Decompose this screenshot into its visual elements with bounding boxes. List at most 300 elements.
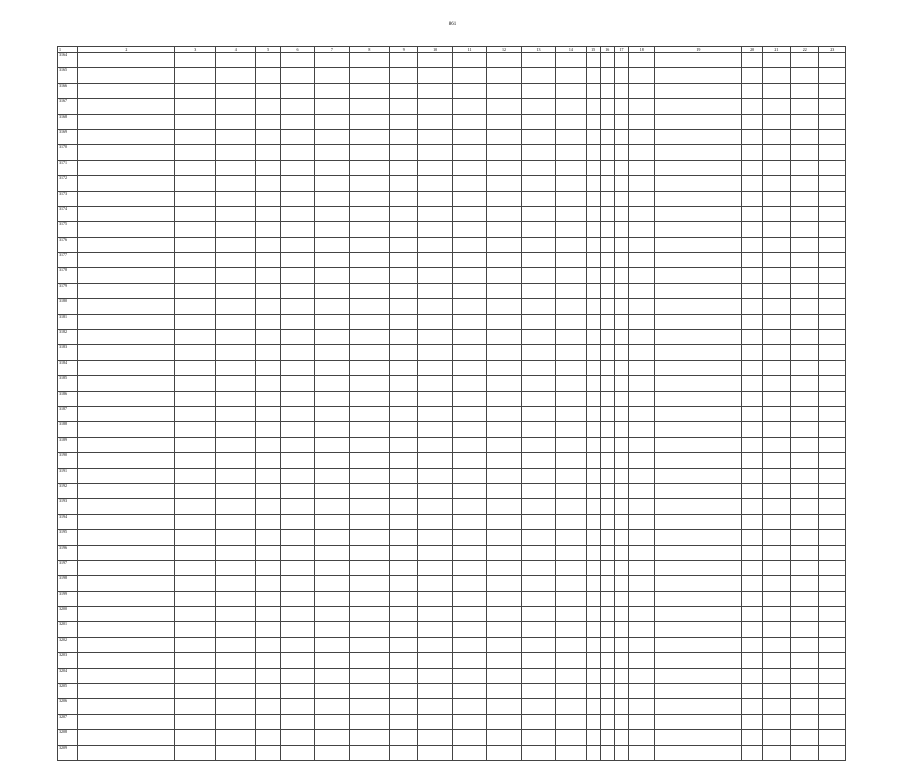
table-cell	[762, 437, 790, 452]
table-cell	[742, 684, 762, 699]
table-cell	[78, 653, 175, 668]
table-cell	[762, 514, 790, 529]
table-cell	[452, 714, 486, 729]
table-cell	[791, 268, 819, 283]
table-cell	[521, 345, 555, 360]
row-number: 3181	[58, 314, 78, 329]
row-number: 3191	[58, 468, 78, 483]
table-row	[58, 591, 846, 606]
table-cell	[418, 222, 452, 237]
table-cell	[600, 99, 614, 114]
table-cell	[600, 714, 614, 729]
table-cell	[390, 114, 418, 129]
table-cell	[452, 684, 486, 699]
table-cell	[280, 607, 314, 622]
table-cell	[819, 360, 846, 375]
table-cell	[556, 206, 586, 221]
table-cell	[629, 684, 655, 699]
table-cell	[762, 684, 790, 699]
table-cell	[315, 684, 349, 699]
table-cell	[315, 160, 349, 175]
table-cell	[556, 560, 586, 575]
table-cell	[655, 560, 742, 575]
table-cell	[586, 283, 600, 298]
table-cell	[418, 376, 452, 391]
table-cell	[629, 406, 655, 421]
table-cell	[215, 314, 256, 329]
table-cell	[614, 191, 628, 206]
table-cell	[78, 129, 175, 144]
table-cell	[256, 545, 280, 560]
table-cell	[315, 314, 349, 329]
table-cell	[256, 299, 280, 314]
table-cell	[556, 376, 586, 391]
table-row	[58, 129, 846, 144]
table-cell	[586, 730, 600, 745]
table-cell	[655, 330, 742, 345]
table-cell	[791, 514, 819, 529]
table-cell	[452, 499, 486, 514]
table-cell	[742, 145, 762, 160]
table-cell	[215, 607, 256, 622]
table-cell	[452, 345, 486, 360]
table-cell	[175, 530, 216, 545]
table-cell	[655, 576, 742, 591]
row-number: 3194	[58, 514, 78, 529]
table-cell	[418, 607, 452, 622]
table-cell	[315, 653, 349, 668]
table-cell	[521, 653, 555, 668]
table-cell	[586, 253, 600, 268]
table-cell	[762, 222, 790, 237]
table-cell	[586, 191, 600, 206]
table-row	[58, 560, 846, 575]
table-cell	[349, 468, 390, 483]
table-cell	[487, 699, 521, 714]
table-cell	[78, 283, 175, 298]
table-cell	[600, 653, 614, 668]
table-cell	[175, 222, 216, 237]
table-cell	[614, 376, 628, 391]
column-number: 16	[600, 47, 614, 53]
table-cell	[390, 653, 418, 668]
table-cell	[819, 160, 846, 175]
table-cell	[791, 668, 819, 683]
table-cell	[819, 376, 846, 391]
table-cell	[78, 622, 175, 637]
table-cell	[349, 422, 390, 437]
table-cell	[215, 145, 256, 160]
table-row	[58, 530, 846, 545]
table-row	[58, 514, 846, 529]
table-row	[58, 653, 846, 668]
table-cell	[586, 83, 600, 98]
table-cell	[418, 684, 452, 699]
table-cell	[556, 545, 586, 560]
table-cell	[600, 622, 614, 637]
table-cell	[762, 699, 790, 714]
table-cell	[175, 653, 216, 668]
table-cell	[349, 668, 390, 683]
table-cell	[819, 745, 846, 760]
table-cell	[819, 145, 846, 160]
table-cell	[280, 653, 314, 668]
table-cell	[280, 160, 314, 175]
table-cell	[256, 668, 280, 683]
row-number: 3203	[58, 653, 78, 668]
table-cell	[390, 468, 418, 483]
table-cell	[487, 437, 521, 452]
table-cell	[791, 129, 819, 144]
table-cell	[256, 68, 280, 83]
table-cell	[390, 360, 418, 375]
table-cell	[556, 314, 586, 329]
table-cell	[280, 268, 314, 283]
table-cell	[819, 391, 846, 406]
table-cell	[175, 314, 216, 329]
table-cell	[280, 129, 314, 144]
table-cell	[791, 530, 819, 545]
table-row	[58, 545, 846, 560]
table-cell	[521, 730, 555, 745]
table-cell	[791, 607, 819, 622]
table-cell	[762, 237, 790, 252]
table-row	[58, 622, 846, 637]
table-cell	[78, 607, 175, 622]
table-cell	[349, 453, 390, 468]
table-cell	[280, 391, 314, 406]
table-cell	[762, 468, 790, 483]
table-cell	[78, 437, 175, 452]
table-cell	[629, 253, 655, 268]
table-row	[58, 499, 846, 514]
table-cell	[762, 160, 790, 175]
table-cell	[78, 53, 175, 68]
table-cell	[280, 514, 314, 529]
table-cell	[791, 314, 819, 329]
table-cell	[614, 345, 628, 360]
table-cell	[600, 730, 614, 745]
table-cell	[819, 499, 846, 514]
table-cell	[521, 83, 555, 98]
table-cell	[175, 391, 216, 406]
table-cell	[762, 714, 790, 729]
table-cell	[418, 745, 452, 760]
table-cell	[556, 684, 586, 699]
table-row	[58, 314, 846, 329]
table-cell	[349, 714, 390, 729]
table-cell	[655, 406, 742, 421]
table-cell	[280, 668, 314, 683]
table-cell	[452, 453, 486, 468]
table-row	[58, 391, 846, 406]
table-cell	[791, 114, 819, 129]
table-cell	[418, 314, 452, 329]
table-cell	[315, 222, 349, 237]
table-cell	[175, 622, 216, 637]
row-number: 3180	[58, 299, 78, 314]
table-row	[58, 406, 846, 421]
table-cell	[418, 129, 452, 144]
table-cell	[762, 283, 790, 298]
table-cell	[315, 560, 349, 575]
row-number: 3193	[58, 499, 78, 514]
table-cell	[175, 468, 216, 483]
table-cell	[791, 499, 819, 514]
table-cell	[556, 453, 586, 468]
table-cell	[600, 545, 614, 560]
table-cell	[256, 391, 280, 406]
table-cell	[349, 222, 390, 237]
table-cell	[215, 330, 256, 345]
table-cell	[586, 160, 600, 175]
table-cell	[586, 622, 600, 637]
table-cell	[586, 145, 600, 160]
table-cell	[487, 299, 521, 314]
table-cell	[487, 376, 521, 391]
table-cell	[614, 514, 628, 529]
table-cell	[819, 268, 846, 283]
table-cell	[556, 730, 586, 745]
table-cell	[819, 114, 846, 129]
table-cell	[349, 114, 390, 129]
table-cell	[556, 237, 586, 252]
table-cell	[452, 206, 486, 221]
table-cell	[315, 622, 349, 637]
table-cell	[819, 345, 846, 360]
table-row	[58, 53, 846, 68]
table-cell	[655, 206, 742, 221]
table-cell	[521, 99, 555, 114]
table-cell	[280, 468, 314, 483]
table-cell	[418, 206, 452, 221]
table-cell	[349, 145, 390, 160]
table-cell	[315, 453, 349, 468]
table-cell	[819, 437, 846, 452]
table-cell	[315, 607, 349, 622]
column-number: 22	[791, 47, 819, 53]
table-cell	[280, 406, 314, 421]
table-cell	[600, 514, 614, 529]
table-row	[58, 160, 846, 175]
table-cell	[819, 314, 846, 329]
table-cell	[629, 53, 655, 68]
table-cell	[215, 222, 256, 237]
table-cell	[78, 406, 175, 421]
table-cell	[418, 406, 452, 421]
row-number: 3189	[58, 437, 78, 452]
table-cell	[819, 607, 846, 622]
table-cell	[742, 560, 762, 575]
table-cell	[742, 653, 762, 668]
table-cell	[390, 283, 418, 298]
table-cell	[556, 145, 586, 160]
table-cell	[819, 576, 846, 591]
table-cell	[586, 453, 600, 468]
table-cell	[215, 160, 256, 175]
table-cell	[614, 114, 628, 129]
table-cell	[791, 53, 819, 68]
table-cell	[629, 268, 655, 283]
table-cell	[742, 237, 762, 252]
table-cell	[487, 176, 521, 191]
table-cell	[215, 376, 256, 391]
table-cell	[629, 468, 655, 483]
table-cell	[175, 299, 216, 314]
table-cell	[556, 330, 586, 345]
table-cell	[742, 730, 762, 745]
table-cell	[215, 253, 256, 268]
table-cell	[819, 53, 846, 68]
table-cell	[791, 437, 819, 452]
table-cell	[556, 668, 586, 683]
table-cell	[256, 129, 280, 144]
table-cell	[556, 360, 586, 375]
table-cell	[78, 222, 175, 237]
table-cell	[586, 237, 600, 252]
table-cell	[349, 653, 390, 668]
table-cell	[614, 653, 628, 668]
row-number: 3187	[58, 406, 78, 421]
table-cell	[762, 422, 790, 437]
table-cell	[175, 699, 216, 714]
table-cell	[315, 699, 349, 714]
table-cell	[78, 68, 175, 83]
table-cell	[791, 591, 819, 606]
table-cell	[390, 745, 418, 760]
table-cell	[819, 714, 846, 729]
table-cell	[742, 68, 762, 83]
table-cell	[556, 745, 586, 760]
table-cell	[215, 360, 256, 375]
table-cell	[280, 360, 314, 375]
table-cell	[556, 114, 586, 129]
table-cell	[390, 53, 418, 68]
table-cell	[315, 206, 349, 221]
table-cell	[742, 745, 762, 760]
table-cell	[280, 499, 314, 514]
table-row	[58, 468, 846, 483]
table-cell	[586, 607, 600, 622]
table-cell	[586, 576, 600, 591]
table-cell	[600, 314, 614, 329]
table-cell	[452, 191, 486, 206]
table-cell	[280, 222, 314, 237]
table-cell	[819, 237, 846, 252]
table-cell	[418, 453, 452, 468]
table-cell	[78, 453, 175, 468]
table-cell	[487, 483, 521, 498]
table-cell	[521, 714, 555, 729]
table-cell	[600, 406, 614, 421]
table-cell	[586, 530, 600, 545]
table-cell	[600, 160, 614, 175]
table-cell	[418, 530, 452, 545]
table-cell	[742, 176, 762, 191]
table-cell	[742, 714, 762, 729]
table-cell	[418, 360, 452, 375]
table-cell	[629, 499, 655, 514]
table-cell	[452, 560, 486, 575]
table-cell	[791, 83, 819, 98]
table-cell	[418, 391, 452, 406]
table-cell	[556, 714, 586, 729]
table-cell	[629, 560, 655, 575]
table-cell	[175, 545, 216, 560]
table-cell	[487, 53, 521, 68]
table-cell	[315, 376, 349, 391]
table-cell	[742, 437, 762, 452]
table-cell	[521, 391, 555, 406]
table-cell	[556, 483, 586, 498]
table-cell	[315, 283, 349, 298]
table-cell	[819, 206, 846, 221]
table-cell	[390, 99, 418, 114]
row-number: 3192	[58, 483, 78, 498]
table-row	[58, 99, 846, 114]
table-cell	[175, 730, 216, 745]
table-cell	[390, 145, 418, 160]
row-number: 3197	[58, 560, 78, 575]
table-cell	[78, 514, 175, 529]
table-cell	[556, 176, 586, 191]
table-cell	[600, 129, 614, 144]
table-cell	[742, 576, 762, 591]
table-cell	[418, 268, 452, 283]
table-cell	[586, 376, 600, 391]
table-cell	[487, 314, 521, 329]
table-cell	[586, 360, 600, 375]
column-number: 2	[78, 47, 175, 53]
table-cell	[256, 360, 280, 375]
table-cell	[791, 145, 819, 160]
table-cell	[349, 622, 390, 637]
table-cell	[78, 99, 175, 114]
table-cell	[629, 283, 655, 298]
table-cell	[175, 330, 216, 345]
table-cell	[315, 730, 349, 745]
table-cell	[655, 176, 742, 191]
table-cell	[418, 253, 452, 268]
table-cell	[349, 330, 390, 345]
table-cell	[280, 345, 314, 360]
table-cell	[78, 530, 175, 545]
table-cell	[256, 622, 280, 637]
table-cell	[586, 437, 600, 452]
table-cell	[280, 330, 314, 345]
table-cell	[556, 699, 586, 714]
table-cell	[791, 545, 819, 560]
table-cell	[78, 545, 175, 560]
table-cell	[742, 591, 762, 606]
table-cell	[390, 422, 418, 437]
table-cell	[629, 607, 655, 622]
table-cell	[742, 530, 762, 545]
table-cell	[762, 345, 790, 360]
table-cell	[600, 237, 614, 252]
column-number: 3	[175, 47, 216, 53]
table-cell	[521, 622, 555, 637]
table-cell	[614, 422, 628, 437]
table-cell	[791, 206, 819, 221]
table-cell	[349, 253, 390, 268]
table-cell	[762, 576, 790, 591]
row-number: 3186	[58, 391, 78, 406]
table-cell	[390, 576, 418, 591]
table-cell	[629, 345, 655, 360]
table-cell	[175, 237, 216, 252]
table-cell	[215, 268, 256, 283]
